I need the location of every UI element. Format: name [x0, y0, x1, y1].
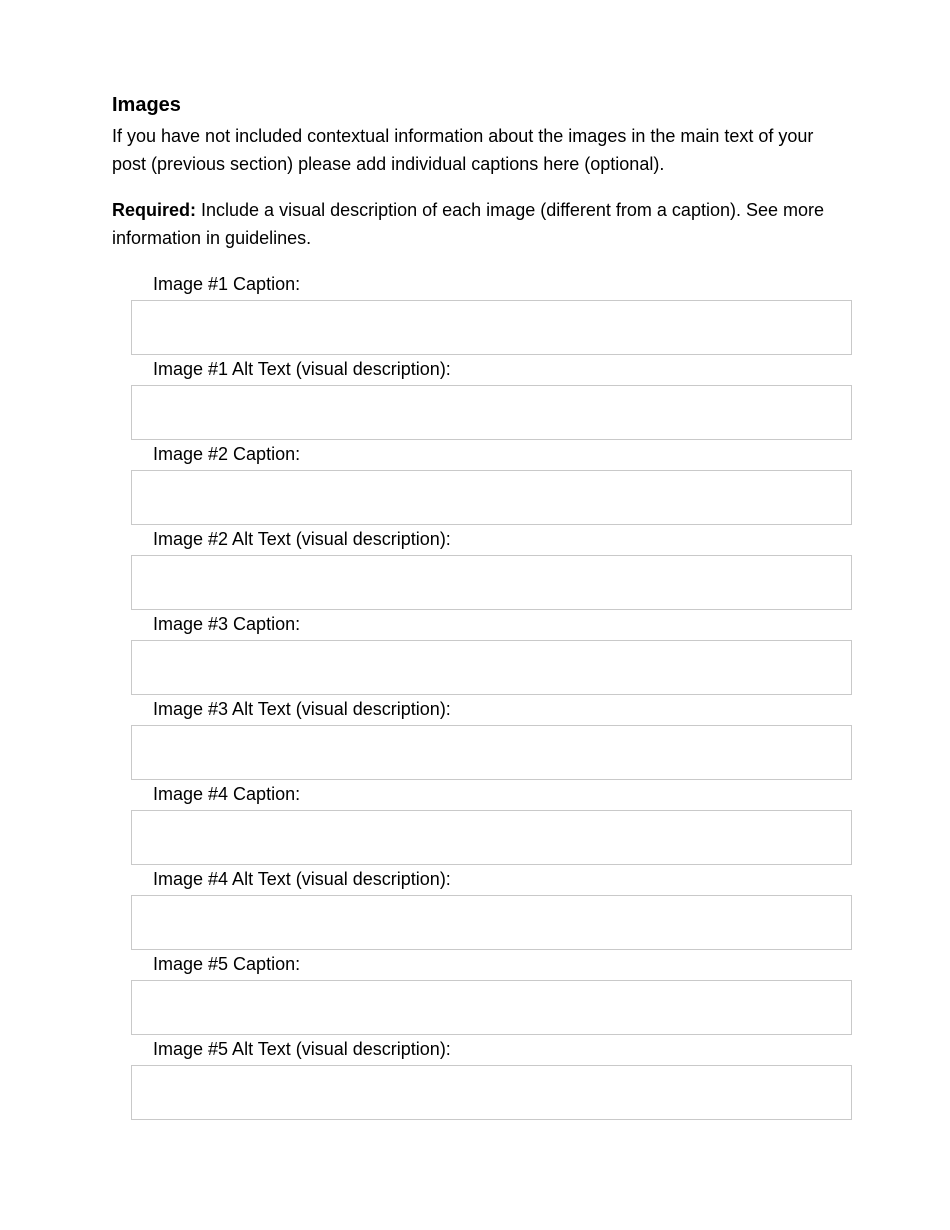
field-label: Image #5 Caption:	[153, 954, 301, 974]
field-label: Image #3 Alt Text (visual description):	[153, 699, 451, 719]
field-label: Image #5 Alt Text (visual description):	[153, 1039, 451, 1059]
field-image-2-caption	[0, 440, 950, 525]
field-label: Image #1 Alt Text (visual description):	[153, 359, 451, 379]
image-5-caption-input[interactable]	[131, 980, 852, 1035]
intro-paragraph: If you have not included contextual information about the images in the main text of your post (previous section) please add individual captions here (optional).	[112, 126, 814, 174]
required-text: Include a visual description of each image (different from a caption). See more information in guidelines.	[112, 200, 825, 248]
field-image-1-caption	[0, 270, 950, 355]
image-3-caption-input[interactable]	[131, 640, 852, 695]
image-1-alt-text-input[interactable]	[131, 385, 852, 440]
field-image-4-alt-text	[0, 865, 950, 950]
field-label: Image #2 Alt Text (visual description):	[153, 529, 451, 549]
field-image-5-alt-text	[0, 1035, 950, 1120]
required-paragraph	[112, 196, 852, 252]
field-image-1-alt-text	[0, 355, 950, 440]
field-label: Image #4 Alt Text (visual description):	[153, 869, 451, 889]
image-5-alt-text-input[interactable]	[131, 1065, 852, 1120]
field-label: Image #4 Caption:	[153, 784, 301, 804]
field-image-4-caption	[0, 780, 950, 865]
image-3-alt-text-input[interactable]	[131, 725, 852, 780]
field-image-3-caption	[0, 610, 950, 695]
image-4-alt-text-input[interactable]	[131, 895, 852, 950]
image-4-caption-input[interactable]	[131, 810, 852, 865]
field-label: Image #2 Caption:	[153, 444, 301, 464]
field-image-5-caption	[0, 950, 950, 1035]
field-image-2-alt-text	[0, 525, 950, 610]
image-2-caption-input[interactable]	[131, 470, 852, 525]
image-2-alt-text-input[interactable]	[131, 555, 852, 610]
required-label: Required:	[112, 200, 197, 220]
section-heading: Images	[112, 94, 181, 116]
image-fields-list	[0, 270, 950, 1120]
field-label: Image #3 Caption:	[153, 614, 301, 634]
image-1-caption-input[interactable]	[131, 300, 852, 355]
field-label: Image #1 Caption:	[153, 274, 301, 294]
field-image-3-alt-text	[0, 695, 950, 780]
